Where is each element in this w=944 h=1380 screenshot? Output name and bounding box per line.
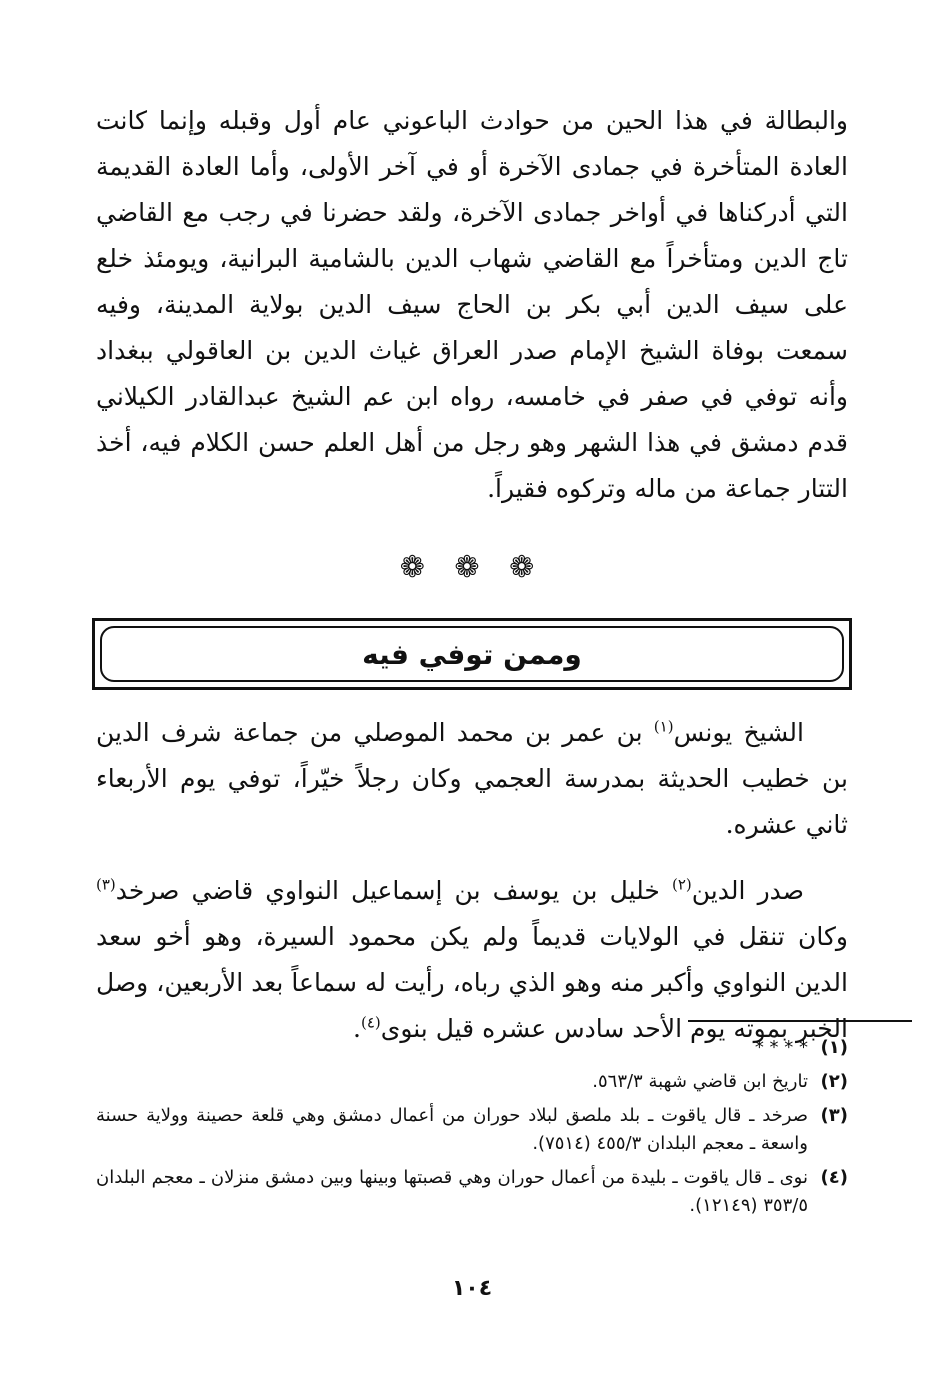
footnote-item <box>96 1034 848 1062</box>
obituary-entry-yunus <box>96 710 848 848</box>
footnote-text: نوى ـ قال ياقوت ـ بليدة من أعمال حوران وهي قصبتها وبينها وبين دمشق منزلان ـ معجم البلدان ٣٥٣/٥ (١٢١٤٩). <box>96 1167 808 1216</box>
page-number: ١٠٤ <box>451 1276 493 1301</box>
footnote-number: (١) <box>820 1037 848 1058</box>
section-heading-frame <box>92 618 852 690</box>
obituary-entry-sadr-al-din <box>96 868 848 1052</box>
footnote-number: (٢) <box>820 1071 848 1092</box>
footnote-ref-1[interactable]: (١) <box>653 717 674 736</box>
section-heading: وممن توفي فيه <box>362 637 582 671</box>
entry-text-end: . <box>353 1014 361 1043</box>
footnote-number: (٣) <box>820 1105 848 1126</box>
entry-text: خليل بن يوسف بن إسماعيل النواوي قاضي صرخد <box>115 876 672 905</box>
page-body <box>96 98 848 1052</box>
footnote-ref-3[interactable]: (٣) <box>96 875 116 894</box>
footnote-number: (٤) <box>820 1167 848 1188</box>
footnote-ref-4[interactable]: (٤) <box>360 1013 381 1032</box>
footnote-separator-rule <box>688 1020 912 1022</box>
footnote-text: * * * * <box>754 1037 808 1058</box>
footnote-item <box>96 1068 848 1096</box>
section-heading-inner-frame <box>100 626 844 682</box>
entry-name: صدر الدين <box>691 876 805 905</box>
footnote-text: صرخد ـ قال ياقوت ـ بلد ملصق لبلاد حوران من أعمال دمشق وهي قلعة حصينة وولاية حسنة واسعة ـ معجم البلدان ٤٥٥/٣ (٧٥١٤). <box>96 1105 808 1154</box>
entry-name: الشيخ يونس <box>673 718 804 747</box>
paragraph-continuation: والبطالة في هذا الحين من حوادث الباعوني عام أول وقبله وإنما كانت العادة المتأخرة في جمادى الآخرة أو في آخر الأولى، وأما العادة القديمة التي أدركناها في أواخر جمادى الآخرة، ولقد حضرنا في رجب مع القاضي تاج الدين ومتأخراً مع القاضي شهاب الدين بالشامية البرانية، ويومئذ خلع على سيف الدين أبي بكر بن الحاج سيف الدين بولاية المدينة، وفيه سمعت بوفاة الشيخ الإمام صدر العراق غياث الدين بن العاقولي ببغداد وأنه توفي في صفر في خامسه، رواه ابن عم الشيخ عبدالقادر الكيلاني قدم دمشق في هذا الشهر وهو رجل من أهل العلم حسن الكلام فيه، أخذ التتار جماعة من ماله وتركوه فقيراً. <box>96 106 849 503</box>
entry-text-continued: وكان تنقل في الولايات قديماً ولم يكن محمود السيرة، وهو أخو سعد الدين النواوي وأكبر منه وهو الذي رباه، رأيت له سماعاً بعد الأربعين، وصل الخبر بموته يوم الأحد سادس عشره قيل بنوى <box>96 922 848 1043</box>
footnote-item <box>96 1102 848 1158</box>
footnote-item <box>96 1164 848 1220</box>
footnote-list <box>96 1034 848 1226</box>
footnote-ref-2[interactable]: (٢) <box>671 875 692 894</box>
entry-text: بن عمر بن محمد الموصلي من جماعة شرف الدين بن خطيب الحديثة بمدرسة العجمي وكان رجلاً خيّراً، توفي يوم الأربعاء ثاني عشره. <box>96 718 848 839</box>
footnote-text: تاريخ ابن قاضي شهبة ٥٦٣/٣. <box>592 1071 808 1092</box>
section-divider-ornaments: ❁ ❁ ❁ <box>399 550 545 585</box>
